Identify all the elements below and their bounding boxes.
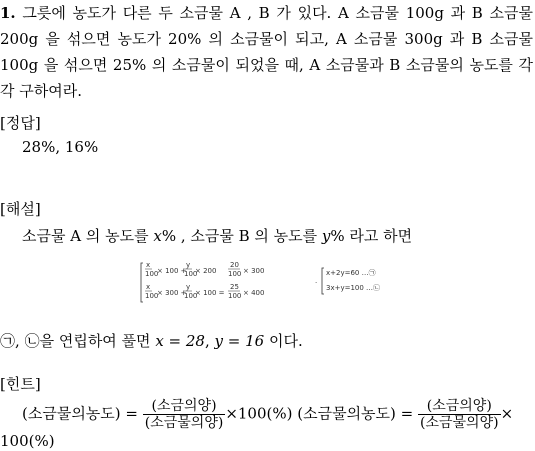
- result-y: y = 16: [214, 332, 265, 350]
- circle-label-1: ㉠: [0, 332, 16, 350]
- explanation-line1: [22, 225, 412, 246]
- eq2-rhs-num: 25: [230, 283, 239, 291]
- var-y: y: [321, 227, 331, 245]
- conclusion-sep: ,: [204, 332, 215, 350]
- eq2-rhs-den: 100: [228, 292, 242, 300]
- explanation-text: % 라고 하면: [330, 227, 413, 245]
- formula1-denominator: (소금물의양): [144, 415, 224, 431]
- problem-body: 그릇에 농도가 다른 두 소금물 A , B 가 있다. A 소금물 100g 과 B 소금물 200g 을 섞으면 농도가 20% 의 소금물이 되고, A 소금물 300g 과 B 소금물 100g 을 섞으면 25% 의 소금물이 되었을 때, A 소금물과 B 소금물의 농도를 각각 구하여라.: [0, 4, 533, 100]
- conclusion-text: 을 연립하여 풀면: [39, 332, 156, 350]
- eq2-mul2: × 100 =: [195, 289, 225, 297]
- explanation-label: [해설]: [0, 200, 41, 218]
- explanation-text: % , 소금물 B 의 농도를: [161, 227, 322, 245]
- eq2-x-num: x: [146, 283, 151, 291]
- formula2-denominator: (소금물의양): [420, 415, 499, 431]
- hint-label: [힌트]: [0, 375, 41, 393]
- hint-wrap: 100(%): [0, 432, 55, 450]
- result-x: x = 28: [155, 332, 205, 350]
- eq1-y-den: 100: [184, 270, 198, 278]
- formula2-tail: ×: [500, 404, 514, 423]
- answer-label: [정답]: [0, 114, 41, 132]
- eq2-y-num: y: [186, 283, 191, 291]
- arrow-dot: ·: [315, 279, 318, 287]
- problem-number: 1.: [0, 4, 16, 22]
- explanation-text: 소금물 A 의 농도를: [22, 227, 154, 245]
- conclusion-line: ㉠, ㉡을 연립하여 풀면 x = 28, y = 16 이다.: [0, 332, 303, 350]
- formula1-numerator: (소금의양): [143, 398, 226, 415]
- eq1-mul2: × 200: [195, 267, 217, 275]
- var-x: x: [153, 227, 162, 245]
- eq1-x-den: 100: [145, 270, 159, 278]
- formula2-fraction: [418, 398, 501, 431]
- eq2-x-den: 100: [145, 292, 159, 300]
- eq1-rhs-num: 20: [230, 261, 239, 269]
- eq1-mul: × 100 +: [157, 267, 187, 275]
- conclusion-text: 이다.: [264, 332, 303, 350]
- eq1-rhs-mul: × 300: [243, 267, 265, 275]
- eq2-y-den: 100: [184, 292, 198, 300]
- answer-value: 28%, 16%: [22, 138, 99, 156]
- formula2-numerator: (소금의양): [418, 398, 501, 415]
- eq2-rhs-mul: × 400: [243, 289, 265, 297]
- eq1-rhs-den: 100: [228, 270, 242, 278]
- eq1-y-num: y: [186, 261, 191, 269]
- formula1-lhs: (소금물의농도): [22, 404, 121, 423]
- simplified-eq1: x+2y=60 …㉠: [326, 269, 376, 277]
- circle-label-2: ㉡: [24, 332, 40, 350]
- formula1-tail: ×100(%): [225, 404, 293, 423]
- problem-text: [0, 0, 533, 104]
- simplified-eq2: 3x+y=100 …㉡: [326, 284, 381, 292]
- eq2-mul: × 300 +: [157, 289, 187, 297]
- formula1-fraction: [143, 398, 226, 431]
- equation-system-image: [140, 260, 405, 305]
- hint-formula-line: (소금물의농도) = $\frac{\text{(소금의양)}}{\text{(소금물의양)}}$ ×100(%) (소금물의농도) = $\frac{\text{(소금의양)}}{\text{(소금물의양)}}$ ×: [22, 398, 514, 431]
- eq1-x-num: x: [146, 261, 151, 269]
- formula2-lhs: (소금물의농도): [297, 404, 396, 423]
